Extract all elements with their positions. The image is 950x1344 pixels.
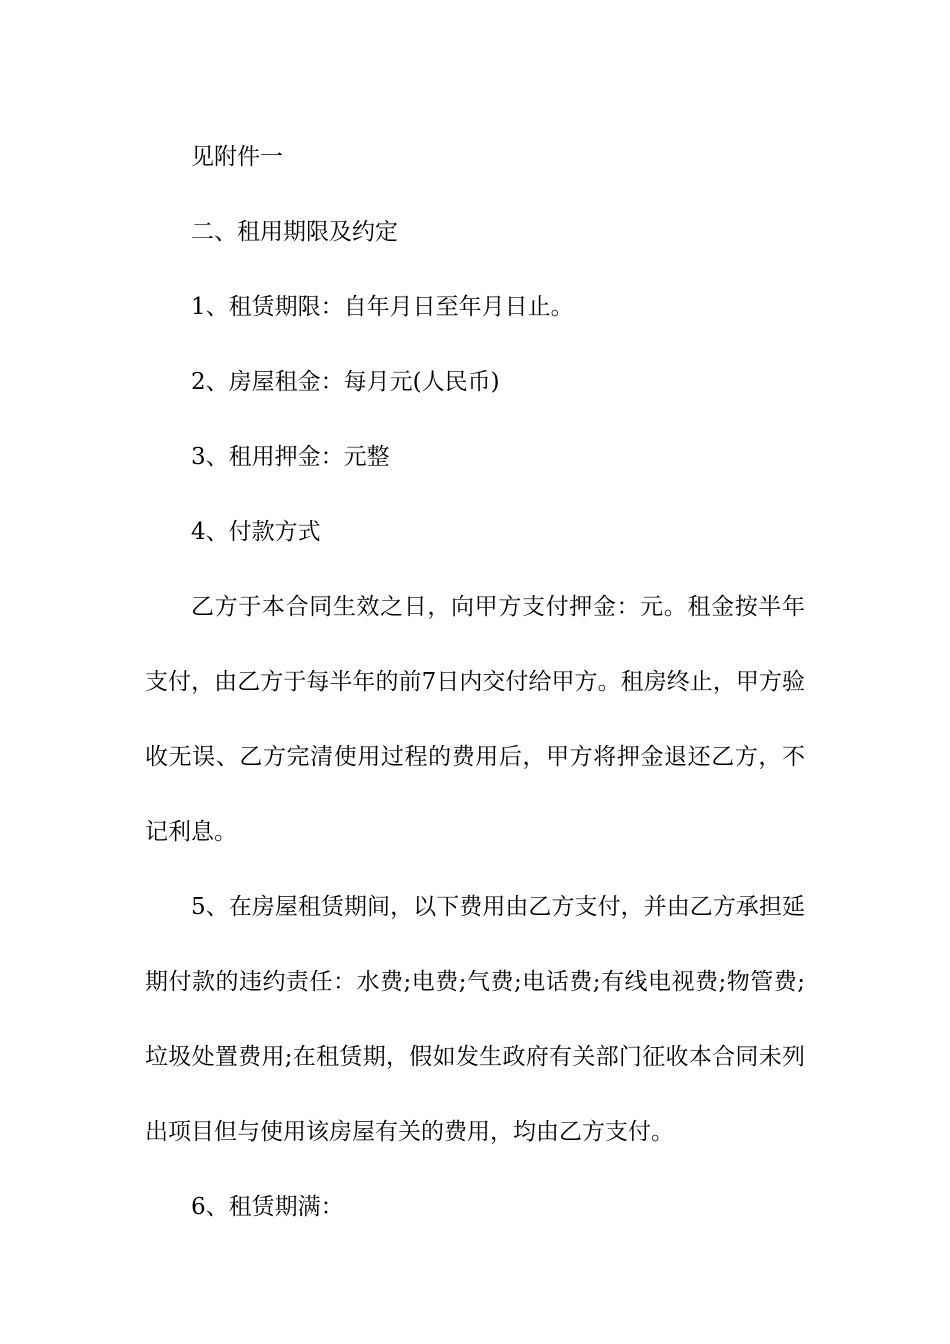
document-body — [145, 120, 805, 1245]
section-heading-lease-term: 二、租用期限及约定 — [191, 219, 398, 245]
paragraph-payment-details: 乙方于本合同生效之日，向甲方支付押金：元。租金按半年支付，由乙方于每半年的前7日内交付给甲方。租房终止，甲方验收无误、乙方完清使用过程的费用后，甲方将押金退还乙方，不记利息。 — [145, 594, 805, 845]
paragraph-lease-expiry: 6、租赁期满： — [191, 1194, 344, 1220]
paragraph-payment-method: 4、付款方式 — [191, 519, 321, 545]
paragraph-rent: 2、房屋租金：每月元(人民币) — [191, 369, 500, 395]
paragraph-fees: 5、在房屋租赁期间，以下费用由乙方支付，并由乙方承担延期付款的违约责任：水费;电费;气费;电话费;有线电视费;物管费;垃圾处置费用;在租赁期，假如发生政府有关部门征收本合同未列出项目但与使用该房屋有关的费用，均由乙方支付。 — [145, 894, 805, 1145]
paragraph-attachment-ref: 见附件一 — [191, 144, 283, 170]
paragraph-deposit: 3、租用押金：元整 — [191, 444, 390, 470]
paragraph-lease-period: 1、租赁期限：自年月日至年月日止。 — [191, 294, 574, 320]
